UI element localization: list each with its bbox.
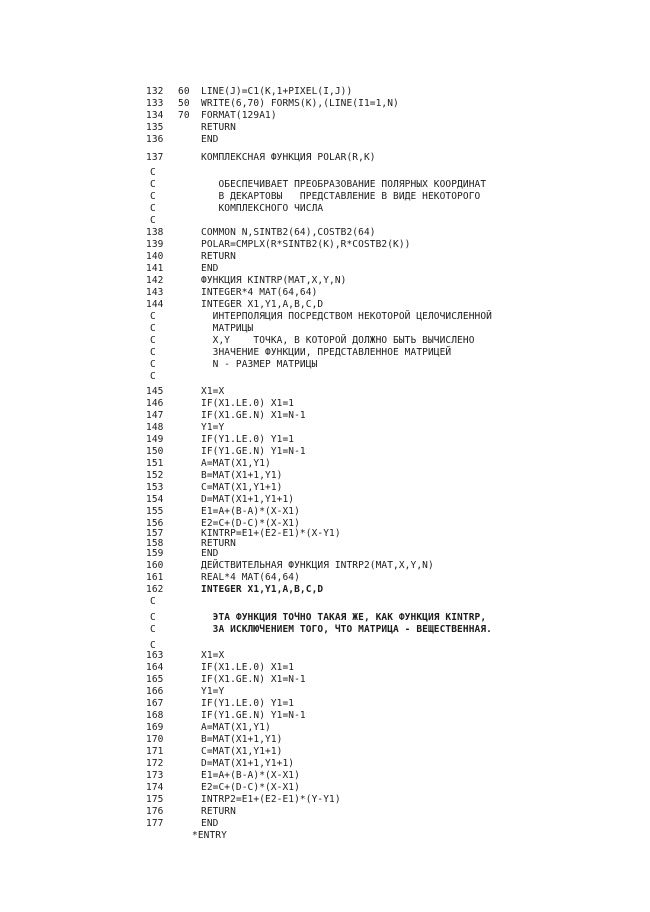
- listing-line: [0, 215, 650, 227]
- code-text: B=MAT(X1+1,Y1): [201, 734, 283, 745]
- listing-line: [0, 134, 650, 146]
- code-text: E1=A+(B-A)*(X-X1): [201, 770, 300, 781]
- code-text: A=MAT(X1,Y1): [201, 722, 271, 733]
- statement-label: 50: [178, 98, 190, 109]
- line-number: 153: [146, 482, 164, 493]
- code-text: C=MAT(X1,Y1+1): [201, 482, 283, 493]
- listing-line: [0, 203, 650, 215]
- code-text: E2=C+(D-C)*(X-X1): [201, 518, 300, 529]
- line-number: 152: [146, 470, 164, 481]
- code-text: ЗНАЧЕНИЕ ФУНКЦИИ, ПРЕДСТАВЛЕННОЕ МАТРИЦЕЙ: [201, 347, 452, 358]
- listing-line: [0, 323, 650, 335]
- listing-line: [0, 734, 650, 746]
- listing-line: [0, 506, 650, 518]
- line-number: C: [150, 191, 156, 202]
- listing-line: [0, 275, 650, 287]
- listing-line: [0, 698, 650, 710]
- code-text: КОМПЛЕКСНОГО ЧИСЛА: [201, 203, 324, 214]
- line-number: 168: [146, 710, 164, 721]
- code-text: IF(X1.GE.N) X1=N-1: [201, 410, 306, 421]
- listing-line: [0, 662, 650, 674]
- listing-line: [0, 596, 650, 608]
- listing-line: [0, 650, 650, 662]
- line-number: 142: [146, 275, 164, 286]
- listing-line: [0, 386, 650, 398]
- line-number: C: [150, 347, 156, 358]
- listing-line: [0, 299, 650, 311]
- code-text: IF(Y1.GE.N) Y1=N-1: [201, 446, 306, 457]
- code-text: END: [201, 263, 219, 274]
- line-number: C: [150, 167, 156, 178]
- listing-line: [0, 167, 650, 179]
- listing-line: [0, 818, 650, 830]
- line-number: 155: [146, 506, 164, 517]
- line-number: 149: [146, 434, 164, 445]
- listing-line: [0, 359, 650, 371]
- code-text: МАТРИЦЫ: [201, 323, 254, 334]
- listing-line: [0, 98, 650, 110]
- line-number: 137: [146, 152, 164, 163]
- listing-line: [0, 624, 650, 636]
- line-number: C: [150, 371, 156, 382]
- code-text: REAL*4 MAT(64,64): [201, 572, 300, 583]
- listing-line: [0, 494, 650, 506]
- line-number: 161: [146, 572, 164, 583]
- code-text: D=MAT(X1+1,Y1+1): [201, 758, 295, 769]
- code-text: IF(Y1.LE.0) Y1=1: [201, 434, 295, 445]
- line-number: 166: [146, 686, 164, 697]
- code-text: N - РАЗМЕР МАТРИЦЫ: [201, 359, 318, 370]
- line-number: C: [150, 323, 156, 334]
- line-number: 134: [146, 110, 164, 121]
- code-text: LINE(J)=C1(K,1+PIXEL(I,J)): [201, 86, 353, 97]
- listing-line: [0, 122, 650, 134]
- line-number: 156: [146, 518, 164, 529]
- listing-line: [0, 470, 650, 482]
- code-text: В ДЕКАРТОВЫ ПРЕДСТАВЛЕНИЕ В ВИДЕ НЕКОТОРОГО: [201, 191, 481, 202]
- code-text: END: [201, 818, 219, 829]
- line-number: 177: [146, 818, 164, 829]
- code-text: Y1=Y: [201, 422, 225, 433]
- line-number: 138: [146, 227, 164, 238]
- line-number: C: [150, 640, 156, 651]
- line-number: 146: [146, 398, 164, 409]
- listing-line: [0, 446, 650, 458]
- line-number: 151: [146, 458, 164, 469]
- code-text: E1=A+(B-A)*(X-X1): [201, 506, 300, 517]
- line-number: 175: [146, 794, 164, 805]
- code-text: E2=C+(D-C)*(X-X1): [201, 782, 300, 793]
- code-text: IF(X1.LE.0) X1=1: [201, 398, 295, 409]
- listing-line: [0, 410, 650, 422]
- listing-line: [0, 152, 650, 164]
- code-text: IF(X1.LE.0) X1=1: [201, 662, 295, 673]
- line-number: C: [150, 359, 156, 370]
- line-number: 176: [146, 806, 164, 817]
- code-text: X1=X: [201, 650, 225, 661]
- code-text: KINTRP=E1+(E2-E1)*(X-Y1): [201, 528, 341, 539]
- code-text: B=MAT(X1+1,Y1): [201, 470, 283, 481]
- line-number: 172: [146, 758, 164, 769]
- line-number: 164: [146, 662, 164, 673]
- line-number: 150: [146, 446, 164, 457]
- code-text: RETURN: [201, 806, 236, 817]
- line-number: 169: [146, 722, 164, 733]
- code-text: ЭТА ФУНКЦИЯ ТОЧНО ТАКАЯ ЖЕ, КАК ФУНКЦИЯ KINTRP,: [201, 612, 487, 623]
- line-number: 145: [146, 386, 164, 397]
- listing-line: [0, 710, 650, 722]
- line-number: 132: [146, 86, 164, 97]
- listing-line: [0, 722, 650, 734]
- code-text: IF(X1.GE.N) X1=N-1: [201, 674, 306, 685]
- listing-line: [0, 548, 650, 560]
- listing-line: [0, 86, 650, 98]
- line-number: 148: [146, 422, 164, 433]
- line-number: 147: [146, 410, 164, 421]
- code-text: INTRP2=E1+(E2-E1)*(Y-Y1): [201, 794, 341, 805]
- listing-line: [0, 398, 650, 410]
- statement-label: 70: [178, 110, 190, 121]
- line-number: 154: [146, 494, 164, 505]
- code-text: END: [201, 548, 219, 559]
- line-number: 167: [146, 698, 164, 709]
- line-number: 139: [146, 239, 164, 250]
- line-number: 170: [146, 734, 164, 745]
- code-text: RETURN: [201, 122, 236, 133]
- listing-line: [0, 239, 650, 251]
- code-text: WRITE(6,70) FORMS(K),(LINE(I1=1,N): [201, 98, 399, 109]
- listing-line: [0, 263, 650, 275]
- line-number: C: [150, 596, 156, 607]
- line-number: 173: [146, 770, 164, 781]
- listing-line: [0, 227, 650, 239]
- code-text: КОМПЛЕКСНАЯ ФУНКЦИЯ POLAR(R,K): [201, 152, 376, 163]
- listing-line: [0, 770, 650, 782]
- listing-line: [0, 287, 650, 299]
- listing-line: [0, 686, 650, 698]
- code-text: END: [201, 134, 219, 145]
- line-number: 133: [146, 98, 164, 109]
- listing-line: [0, 458, 650, 470]
- code-text: D=MAT(X1+1,Y1+1): [201, 494, 295, 505]
- listing-line: [0, 612, 650, 624]
- listing-line: [0, 434, 650, 446]
- listing-line: [0, 572, 650, 584]
- line-number: 144: [146, 299, 164, 310]
- listing-line: [0, 371, 650, 383]
- line-number: C: [150, 215, 156, 226]
- code-text: IF(Y1.GE.N) Y1=N-1: [201, 710, 306, 721]
- listing-line: [0, 806, 650, 818]
- line-number: 160: [146, 560, 164, 571]
- listing-line: [0, 191, 650, 203]
- line-number: C: [150, 203, 156, 214]
- line-number: 157: [146, 528, 164, 539]
- listing-line: [0, 674, 650, 686]
- line-number: 143: [146, 287, 164, 298]
- line-number: C: [150, 335, 156, 346]
- code-text: INTEGER X1,Y1,A,B,C,D: [201, 299, 324, 310]
- listing-line: [0, 560, 650, 572]
- listing-line: [0, 311, 650, 323]
- statement-label: 60: [178, 86, 190, 97]
- line-number: 141: [146, 263, 164, 274]
- line-number: 136: [146, 134, 164, 145]
- listing-line: [0, 782, 650, 794]
- listing-line: [0, 746, 650, 758]
- code-text: IF(Y1.LE.0) Y1=1: [201, 698, 295, 709]
- line-number: 140: [146, 251, 164, 262]
- line-number: C: [150, 624, 156, 635]
- code-text: ИНТЕРПОЛЯЦИЯ ПОСРЕДСТВОМ НЕКОТОРОЙ ЦЕЛОЧИСЛЕННОЙ: [201, 311, 492, 322]
- listing-line: [0, 584, 650, 596]
- line-number: 171: [146, 746, 164, 757]
- line-number: 135: [146, 122, 164, 133]
- listing-line: [0, 179, 650, 191]
- code-text: COMMON N,SINTB2(64),COSTB2(64): [201, 227, 376, 238]
- code-text: *ENTRY: [192, 830, 227, 841]
- code-text: ЗА ИСКЛЮЧЕНИЕМ ТОГО, ЧТО МАТРИЦА - ВЕЩЕСТВЕННАЯ.: [201, 624, 492, 635]
- line-number: C: [150, 612, 156, 623]
- listing-line: [0, 482, 650, 494]
- code-text: RETURN: [201, 251, 236, 262]
- code-text: INTEGER*4 MAT(64,64): [201, 287, 318, 298]
- code-text: POLAR=CMPLX(R*SINTB2(K),R*COSTB2(K)): [201, 239, 411, 250]
- code-text: X1=X: [201, 386, 225, 397]
- line-number: 162: [146, 584, 164, 595]
- listing-line: [0, 794, 650, 806]
- line-number: 163: [146, 650, 164, 661]
- code-text: ДЕЙСТВИТЕЛЬНАЯ ФУНКЦИЯ INTRP2(MAT,X,Y,N): [201, 560, 434, 571]
- listing-line: [0, 830, 650, 842]
- line-number: 158: [146, 538, 164, 549]
- listing-line: [0, 422, 650, 434]
- code-text: FORMAT(129A1): [201, 110, 277, 121]
- line-number: 159: [146, 548, 164, 559]
- listing-line: [0, 335, 650, 347]
- code-text: INTEGER X1,Y1,A,B,C,D: [201, 584, 324, 595]
- code-text: ОБЕСПЕЧИВАЕТ ПРЕОБРАЗОВАНИЕ ПОЛЯРНЫХ КООРДИНАТ: [201, 179, 487, 190]
- code-text: X,Y ТОЧКА, В КОТОРОЙ ДОЛЖНО БЫТЬ ВЫЧИСЛЕНО: [201, 335, 475, 346]
- code-text: A=MAT(X1,Y1): [201, 458, 271, 469]
- line-number: C: [150, 311, 156, 322]
- listing-line: [0, 347, 650, 359]
- listing-line: [0, 110, 650, 122]
- code-text: ФУНКЦИЯ KINTRP(MAT,X,Y,N): [201, 275, 347, 286]
- code-text: Y1=Y: [201, 686, 225, 697]
- line-number: C: [150, 179, 156, 190]
- listing-line: [0, 758, 650, 770]
- listing-line: [0, 251, 650, 263]
- line-number: 165: [146, 674, 164, 685]
- code-text: C=MAT(X1,Y1+1): [201, 746, 283, 757]
- code-text: RETURN: [201, 538, 236, 549]
- line-number: 174: [146, 782, 164, 793]
